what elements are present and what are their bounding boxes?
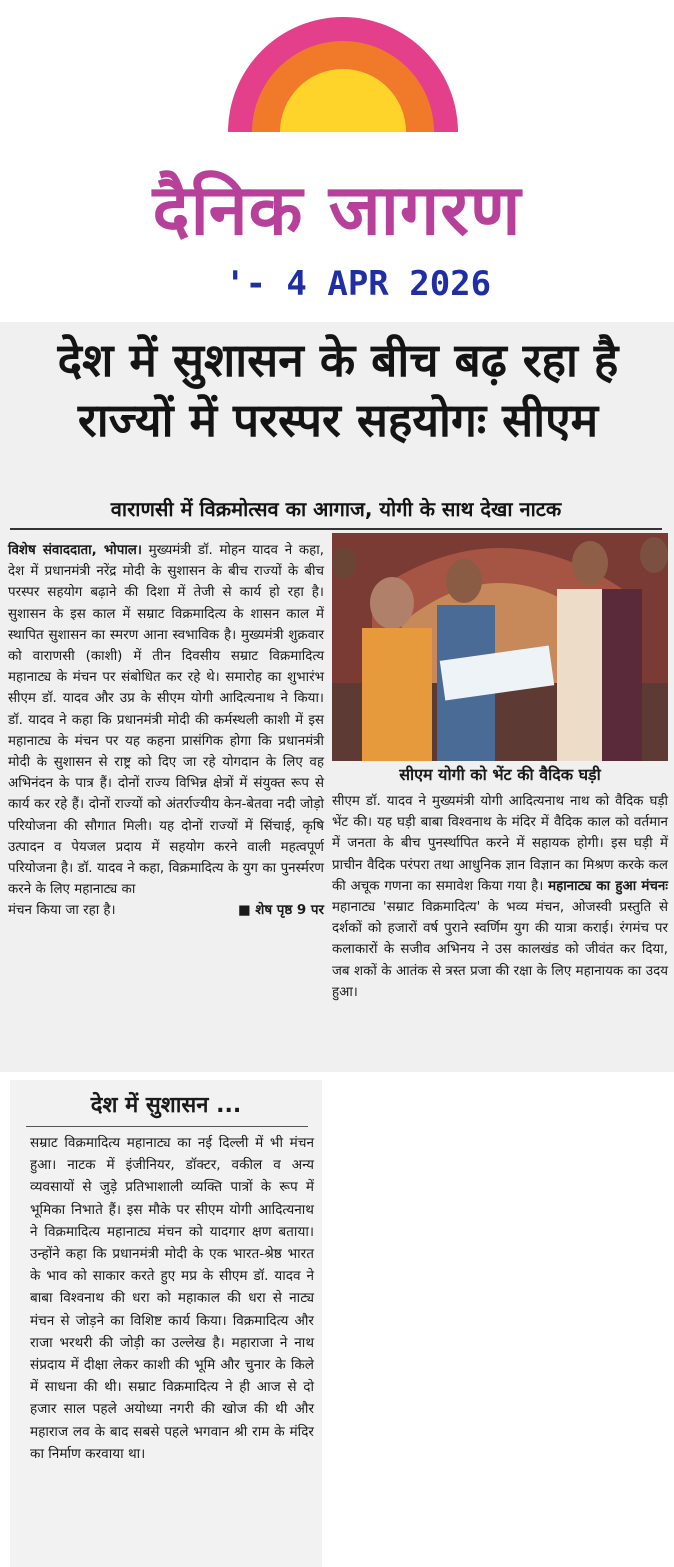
body-text-right: सीएम डॉ. यादव ने मुख्यमंत्री योगी आदित्यनाथ नाथ को वैदिक घड़ी भेंट की। यह घड़ी बाबा विश्वनाथ के मंदिर में वैदिक काल को वर्तमान में जनता के बीच पुनर्स्थापित करने में सहायक होगी। इस घड़ी में प्राचीन वैदिक परंपरा तथा आधुनिक ज्ञान विज्ञान का मिश्रण करके कल की अचूक गणना का समावेश किया गया है। bbox=[332, 794, 668, 894]
continuation-rule bbox=[26, 1126, 308, 1127]
article-body-left bbox=[8, 540, 324, 922]
date-stamp: '- 4 APR 2026 bbox=[225, 264, 492, 304]
continuation-body: सम्राट विक्रमादित्य महानाट्य का नई दिल्ली में भी मंचन हुआ। नाटक में इंजीनियर, डॉक्टर, वकील व अन्य व्यवसायों से जुड़े प्रतिभाशाली व्यक्ति पात्रों के रूप में भूमिका निभाते हैं। इस मौके पर सीएम योगी आदित्यनाथ ने विक्रमादित्य महानाट्य मंचन को यादगार क्षण बताया। उन्होंने कहा कि प्रधानमंत्री मोदी के एक भारत-श्रेष्ठ भारत के भाव को साकार करते हुए मप्र के सीएम डॉ. यादव ने बाबा विश्वनाथ की धरा को महाकाल की धरा से नाट्य मंचन से जोड़ने का विशिष्ट कार्य किया। विक्रमादित्य और राजा भरथरी की जोड़ी का उल्लेख है। महाराजा ने नाथ संप्रदाय में दीक्षा लेकर काशी की भूमि और चुनार के किले में साधना की थी। सम्राट विक्रमादित्य ने ही आज से दो हजार साल पहले अयोध्या नगरी की खोज की थी और महाराज लव के बाद सबसे पहले भगवान श्री राम के मंदिर का निर्माण करवाया था। bbox=[30, 1135, 314, 1462]
photo-caption: सीएम योगी को भेंट की वैदिक घड़ी bbox=[399, 765, 601, 784]
continuation-heading: देश में सुशासन ... bbox=[90, 1093, 242, 1118]
rising-sun-icon bbox=[228, 12, 458, 132]
continued-note: ■ शेष पृष्ठ 9 पर bbox=[237, 903, 324, 919]
inline-subheading: महानाट्य का हुआ मंचनः bbox=[548, 878, 668, 894]
body-text-left-tail: मंचन किया जा रहा है। bbox=[8, 903, 116, 919]
subheadline: वाराणसी में विक्रमोत्सव का आगाज, योगी के साथ देखा नाटक bbox=[110, 497, 562, 521]
event-photo bbox=[332, 533, 668, 761]
masthead-title: दैनिक जागरण bbox=[152, 169, 522, 251]
body-text-left: मुख्यमंत्री डॉ. मोहन यादव ने कहा, देश में प्रधानमंत्री नरेंद्र मोदी के सुशासन के बीच राज्यों के बीच परस्पर सहयोग बढ़ाने की दिशा में तेजी से कार्य हो रहा है। सुशासन के इस काल में सम्राट विक्रमादित्य के शासन काल में स्थापित सुशासन का स्मरण आना स्वभाविक है। मुख्यमंत्री शुक्रवार को वाराणसी (काशी) में तीन दिवसीय सम्राट विक्रमादित्य महानाट्य के मंचन पर संबोधित कर रहे थे। समारोह का शुभारंभ सीएम डॉ. यादव और उप्र के सीएम योगी आदित्यनाथ ने किया। डॉ. यादव ने कहा कि प्रधानमंत्री मोदी की कर्मस्थली काशी में इस महानाट्य के मंचन पर यह कहना प्रासंगिक होगा कि प्रधानमंत्री मोदी के सुशासन से राष्ट्र को दिए जा रहे योगदान के लिए वह अभिनंदन के पात्र हैं। दोनों राज्य विभिन्न क्षेत्रों में संयुक्त रूप से कार्य कर रहे हैं। दोनों राज्यों को अंतर्राज्यीय केन-बेतवा नदी जोड़ो परियोजना की सौगात मिली। यह दोनों राज्यों में सिंचाई, कृषि उत्पादन व पेयजल प्रदाय में सहयोग करने वाली महत्वपूर्ण परियोजना है। डॉ. यादव ने कहा, विक्रमादित्य के युग का पुनर्स्मरण करने के लिए महानाट्य का bbox=[8, 543, 324, 898]
subheadline-rule bbox=[10, 528, 662, 530]
headline: देश में सुशासन के बीच बढ़ रहा है राज्यों में परस्पर सहयोगः सीएम bbox=[57, 333, 619, 447]
body-text-right-cont: महानाट्य 'सम्राट विक्रमादित्य' के भव्य मंचन, ओजस्वी प्रस्तुति से दर्शकों को हजारों वर्ष पुराने स्वर्णिम युग की यात्रा कराई। रंगमंच पर कलाकारों के सजीव अभिनय ने उस कालखंड को जीवंत कर दिया, जब शकों के आतंक से त्रस्त प्रजा की रक्षा के लिए महानायक का उदय हुआ। bbox=[332, 900, 668, 1000]
byline: विशेष संवाददाता, भोपाल। bbox=[8, 543, 142, 558]
article-body-right bbox=[332, 791, 668, 1003]
